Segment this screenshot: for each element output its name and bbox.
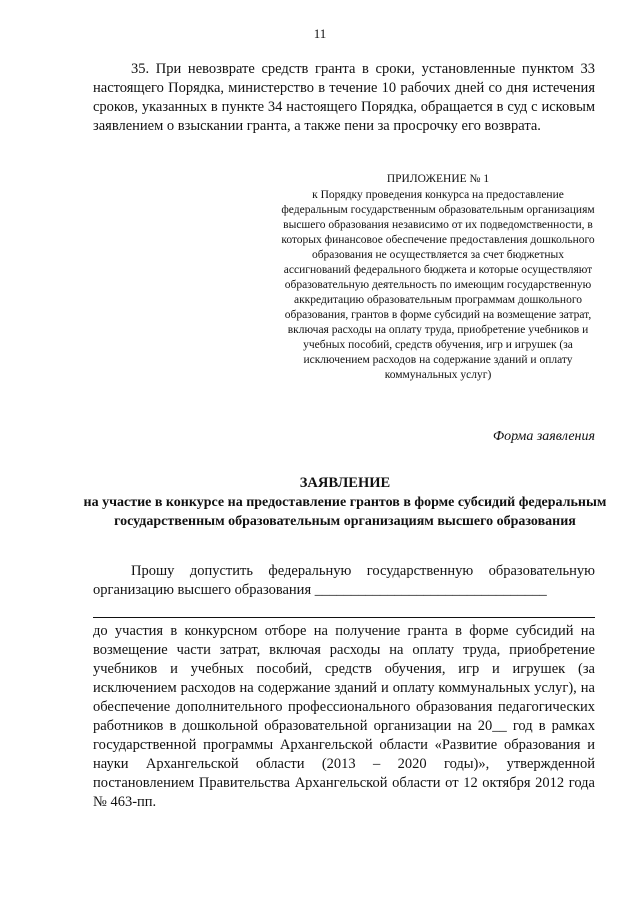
paragraph-35: 35. При невозврате средств гранта в сроки, установленные пунктом 33 настоящего Порядка, министерство в течение 10 рабочих дней со дня истечения сроков, указанных в пункте 34 настоящего Порядка, обращается в суд с исковым заявлением о взыскании гранта, а также пени за просрочку его возврата. [93,61,595,134]
organization-name-blank [93,617,595,618]
page-number: 11 [313,26,327,41]
form-label: Форма заявления [492,429,595,444]
appendix-title: ПРИЛОЖЕНИЕ № 1 [386,173,490,185]
application-subtitle: на участие в конкурсе на предоставление грантов в форме субсидий федеральным государственным образовательным организациям высшего образования [83,495,607,529]
request-paragraph: Прошу допустить федеральную государственную образовательную организацию высшего образования ________________________________ [93,563,595,598]
application-title: ЗАЯВЛЕНИЕ [299,475,391,491]
application-heading [80,474,610,531]
appendix-body: к Порядку проведения конкурса на предоставление федеральным государственным образовательным организациям высшего образования независимо от их подведомственности, в которых финансовое обеспечение предоставления дошкольного образования не осуществляется за счет бюджетных ассигнований федерального бюджета и которые осуществляют образовательную деятельность по имеющим государственную аккредитацию образовательным программам дошкольного образования, грантов в форме субсидий на возмещение затрат, включая расходы на оплату труда, приобретение учебников и учебных пособий, средств обучения, игр и игрушек (за исключением расходов на содержание зданий и оплату коммунальных услуг) [281,189,595,381]
request-continuation: до участия в конкурсном отборе на получение гранта в форме субсидий на возмещение части затрат, включая расходы на оплату труда, приобретение учебников и учебных пособий, средств обучения, игр и игрушек (за исключением расходов на содержание зданий и оплату коммунальных услуг), на обеспечение дополнительного профессионального образования педагогических работников в дошкольной образовательной организации на 20__ год в рамках государственной программы Архангельской области «Развитие образования и науки Архангельской области (2013 – 2020 годы)», утвержденной постановлением Правительства Архангельской области от 12 октября 2012 года № 463-пп. [93,623,595,810]
